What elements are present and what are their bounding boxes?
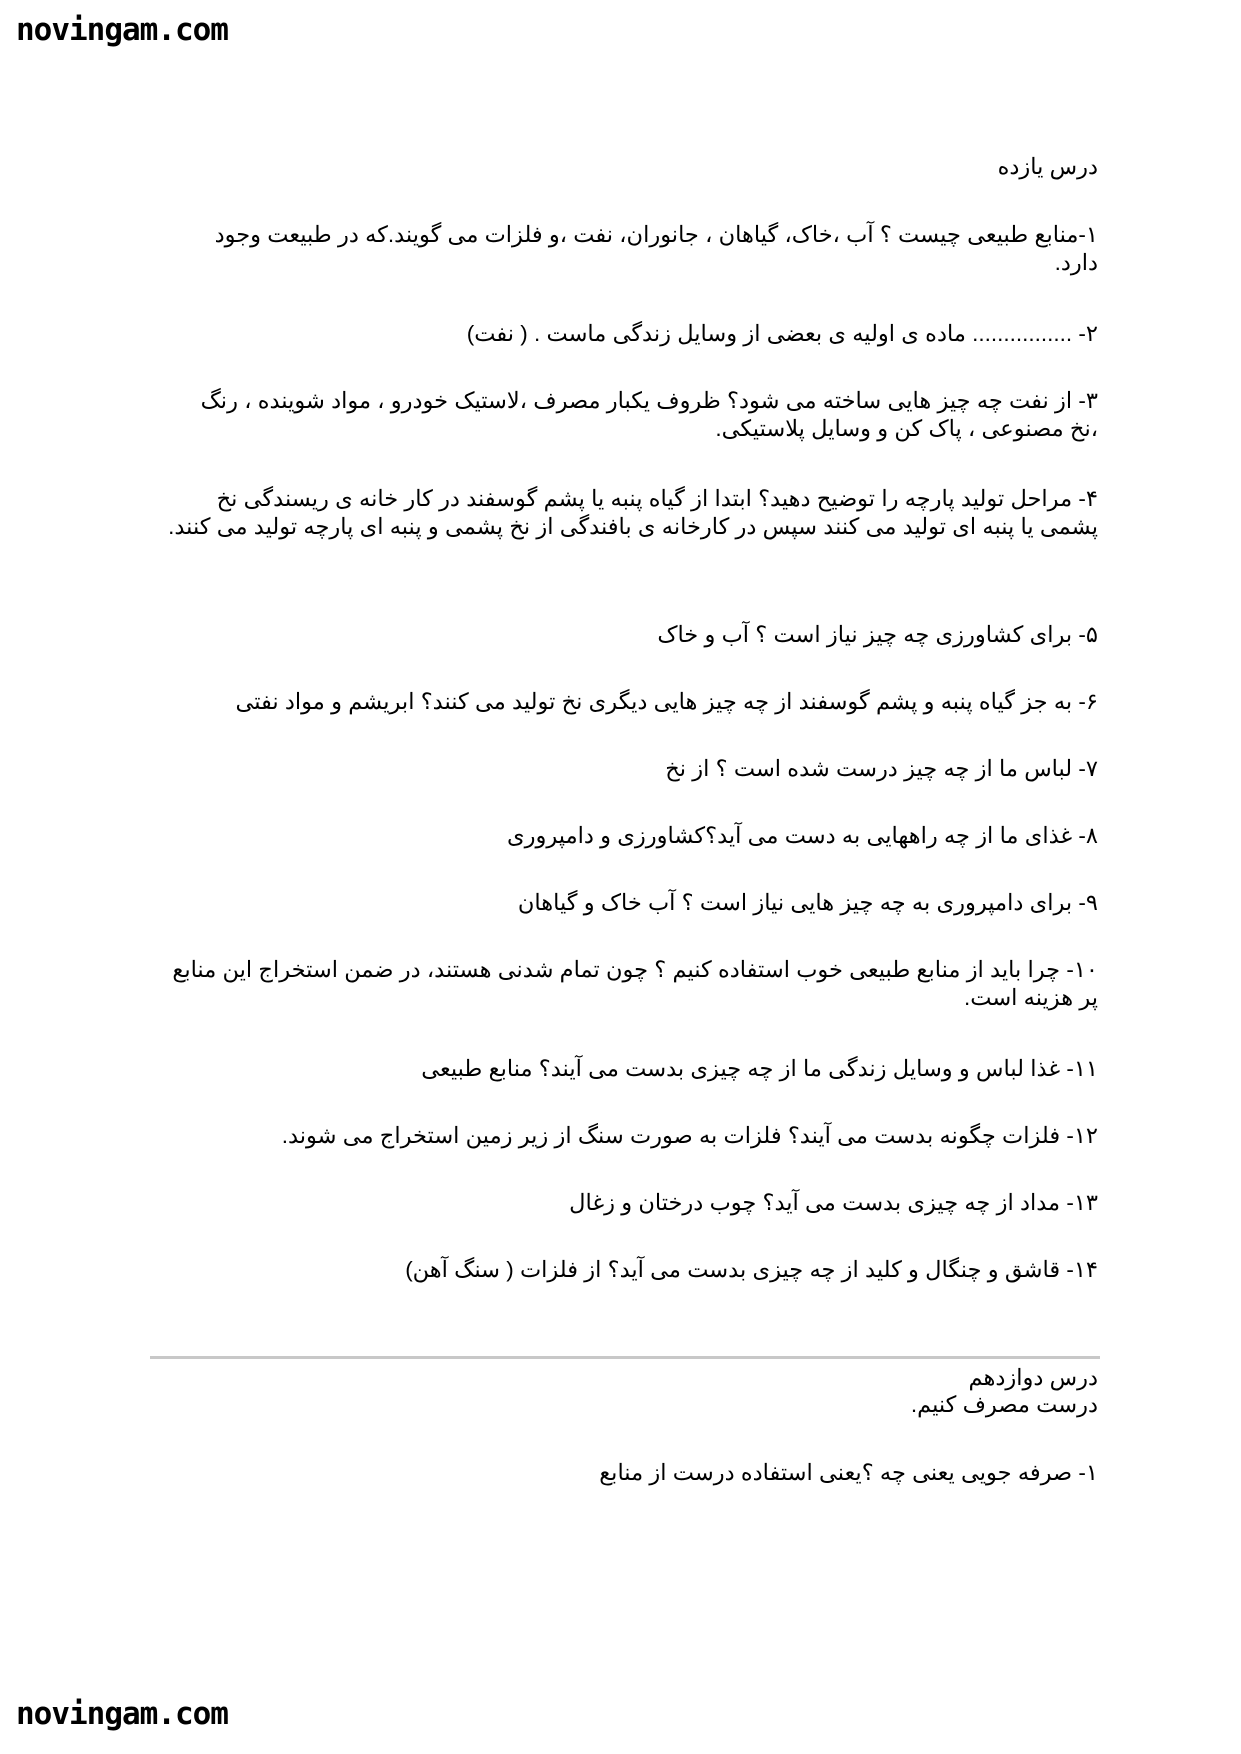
question-6: ۶- به جز گیاه پنبه و پشم گوسفند از چه چیز هایی دیگری نخ تولید می کنند؟ ابریشم و مواد نفتی (235, 689, 1098, 714)
question-1: ۱-منابع طبیعی چیست ؟ آب ،خاک، گیاهان ، جانوران، نفت ،و فلزات می گویند.که در طبیعت وجود دارد. (214, 222, 1098, 275)
watermark-top: novingam.com (16, 12, 228, 48)
watermark-bottom: novingam.com (16, 1696, 228, 1732)
lesson12-title: درس دوازدهم (968, 1365, 1098, 1390)
question-4: ۴- مراحل تولید پارچه را توضیح دهید؟ ابتدا از گیاه پنبه یا پشم گوسفند در کار خانه ی ریسندگی نخ پشمی یا پنبه ای تولید می کنند سپس در کارخانه ی بافندگی از نخ پشمی و پنبه ای پارچه تولید می کنند. (168, 486, 1098, 539)
question-11: ۱۱- غذا لباس و وسایل زندگی ما از چه چیزی بدست می آیند؟ منابع طبیعی (421, 1056, 1098, 1081)
question-10: ۱۰- چرا باید از منابع طبیعی خوب استفاده کنیم ؟ چون تمام شدنی هستند، در ضمن استخراج این منابع پر هزینه است. (172, 957, 1098, 1010)
question-3: ۳- از نفت چه چیز هایی ساخته می شود؟ ظروف یکبار مصرف ،لاستیک خودرو ، مواد شوینده ، رنگ ،نخ مصنوعی ، پاک کن و وسایل پلاستیکی. (200, 388, 1098, 441)
question-2: ۲- ................ ماده ی اولیه ی بعضی از وسایل زندگی ماست . ( نفت) (466, 321, 1098, 346)
question-5: ۵- برای کشاورزی چه چیز نیاز است ؟ آب و خاک (657, 622, 1098, 647)
question-12: ۱۲- فلزات چگونه بدست می آیند؟ فلزات به صورت سنگ از زیر زمین استخراج می شوند. (281, 1123, 1098, 1148)
lesson12-subtitle: درست مصرف کنیم. (910, 1392, 1098, 1417)
question-8: ۸- غذای ما از چه راههایی به دست می آید؟کشاورزی و دامپروری (507, 823, 1098, 848)
question-13: ۱۳- مداد از چه چیزی بدست می آید؟ چوب درختان و زغال (569, 1190, 1098, 1215)
section-divider (150, 1356, 1100, 1359)
question-7: ۷- لباس ما از چه چیز درست شده است ؟ از نخ (665, 756, 1098, 781)
lesson12-question-1: ۱- صرفه جویی یعنی چه ؟یعنی استفاده درست از منابع (599, 1460, 1098, 1485)
question-9: ۹- برای دامپروری به چه چیز هایی نیاز است ؟ آب خاک و گیاهان (517, 890, 1098, 915)
lesson11-title: درس یازده (997, 154, 1098, 179)
question-14: ۱۴- قاشق و چنگال و کلید از چه چیزی بدست می آید؟ از فلزات ( سنگ آهن) (405, 1257, 1098, 1282)
